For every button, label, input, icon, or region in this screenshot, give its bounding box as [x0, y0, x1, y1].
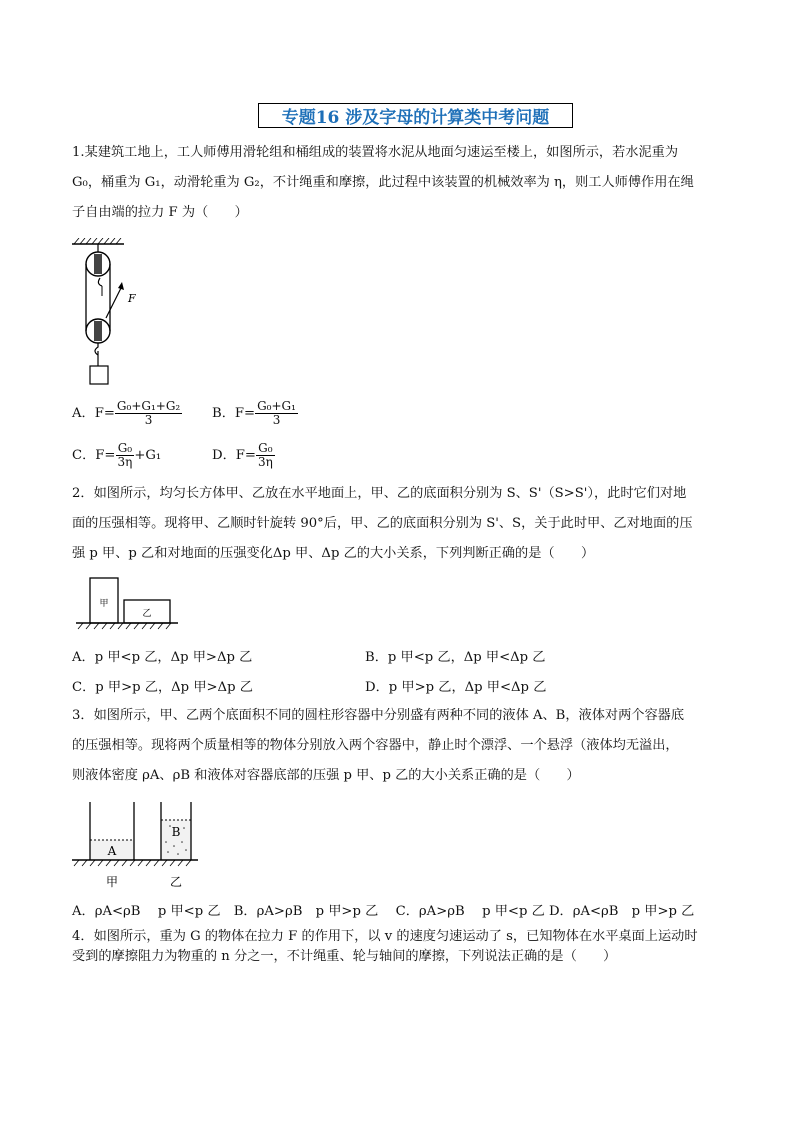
q2-line-1: 2．如图所示，均匀长方体甲、乙放在水平地面上，甲、乙的底面积分别为 S、S'（S>S'），此时它们对地 — [72, 486, 687, 501]
q1-option-a[interactable] — [72, 400, 182, 427]
pulley-system-figure — [70, 238, 160, 388]
q2-option-c[interactable]: C．p 甲>p 乙，Δp 甲>Δp 乙 — [72, 680, 253, 695]
q3-line-3: 则液体密度 ρA、ρB 和液体对容器底部的压强 p 甲、p 乙的大小关系正确的是（ ） — [72, 768, 580, 783]
containers-figure — [70, 802, 205, 892]
ground-hatch — [78, 623, 171, 629]
q1-option-d-denominator: 3η — [257, 455, 273, 469]
q4-line-2: 受到的摩擦阻力为物重的 n 分之一，不计绳重、轮与轴间的摩擦，下列说法正确的是（ ） — [72, 949, 617, 964]
q1-line-3: 子自由端的拉力 F 为（ ） — [72, 205, 248, 220]
q1-option-d[interactable] — [212, 442, 275, 469]
q4-line-1: 4．如图所示，重为 G 的物体在拉力 F 的作用下，以 v 的速度匀速运动了 s，已知物体在水平桌面上运动时 — [72, 929, 698, 944]
q3-options[interactable]: A．ρA<ρB p 甲<p 乙 B．ρA>ρB p 甲>p 乙 C．ρA>ρB p 甲<p 乙 D．ρA<ρB p 甲>p 乙 — [72, 904, 695, 919]
q1-option-b-prefix: B．F= — [212, 406, 256, 421]
q1-option-b-numerator: G₀+G₁ — [257, 399, 296, 413]
container-jia-label: 甲 — [105, 875, 119, 889]
q1-option-c[interactable] — [72, 442, 161, 469]
pull-arrow-head — [118, 282, 124, 290]
blocks-figure — [74, 576, 184, 632]
q1-option-c-suffix: +G₁ — [134, 448, 162, 463]
q3-line-1: 3．如图所示，甲、乙两个底面积不同的圆柱形容器中分别盛有两种不同的液体 A、B，液体对两个容器底 — [72, 708, 685, 723]
force-label: F — [128, 292, 136, 305]
q1-option-b-fraction — [255, 400, 298, 427]
movable-pulley-axle — [94, 321, 102, 341]
q1-option-a-prefix: A．F= — [72, 406, 115, 421]
q1-line-2: G₀，桶重为 G₁，动滑轮重为 G₂，不计绳重和摩擦，此过程中该装置的机械效率为 η，则工人师傅作用在绳 — [72, 175, 694, 190]
q1-option-b[interactable] — [212, 400, 298, 427]
q3-line-2: 的压强相等。现将两个质量相等的物体分别放入两个容器中，静止时个漂浮、一个悬浮（液体均无溢出， — [72, 738, 679, 753]
q1-option-d-prefix: D．F= — [212, 448, 256, 463]
page-title: 专题16 涉及字母的计算类中考问题 — [281, 108, 550, 128]
q2-line-2: 面的压强相等。现将甲、乙顺时针旋转 90°后，甲、乙的底面积分别为 S'、S，关于此时甲、乙对地面的压 — [72, 516, 693, 531]
q2-option-b[interactable]: B．p 甲<p 乙，Δp 甲<Δp 乙 — [365, 650, 546, 665]
q1-option-c-prefix: C．F= — [72, 448, 116, 463]
q1-option-c-numerator: G₀ — [117, 441, 133, 455]
ground-hatch — [74, 860, 191, 866]
ceiling-hatch — [74, 238, 121, 244]
title-box — [258, 103, 573, 128]
q1-option-d-numerator: G₀ — [258, 441, 273, 455]
q1-option-b-denominator: 3 — [272, 413, 281, 427]
q1-option-a-numerator: G₀+G₁+G₂ — [116, 399, 181, 413]
block-jia-label: 甲 — [99, 599, 109, 609]
q1-line-1: 1.某建筑工地上，工人师傅用滑轮组和桶组成的装置将水泥从地面匀速运至楼上，如图所示，若水泥重为 — [72, 145, 679, 160]
q2-line-3: 强 p 甲、p 乙和对地面的压强变化Δp 甲、Δp 乙的大小关系，下列判断正确的是（ ） — [72, 546, 595, 561]
q1-option-d-fraction — [256, 442, 275, 469]
liquid-a-label: A — [107, 844, 117, 858]
q1-option-c-denominator: 3η — [117, 455, 133, 469]
q1-option-c-fraction — [115, 442, 134, 469]
container-yi-label: 乙 — [169, 875, 183, 889]
pull-rope — [106, 286, 122, 318]
q1-option-a-denominator: 3 — [144, 413, 153, 427]
q2-option-a[interactable]: A．p 甲<p 乙，Δp 甲>Δp 乙 — [72, 650, 253, 665]
bucket-block — [90, 366, 108, 384]
q2-option-d[interactable]: D．p 甲>p 乙，Δp 甲<Δp 乙 — [365, 680, 547, 695]
fixed-pulley-axle — [94, 254, 102, 274]
q1-option-a-fraction — [115, 400, 182, 427]
block-yi-label: 乙 — [142, 609, 152, 619]
liquid-b-label: B — [171, 825, 181, 839]
